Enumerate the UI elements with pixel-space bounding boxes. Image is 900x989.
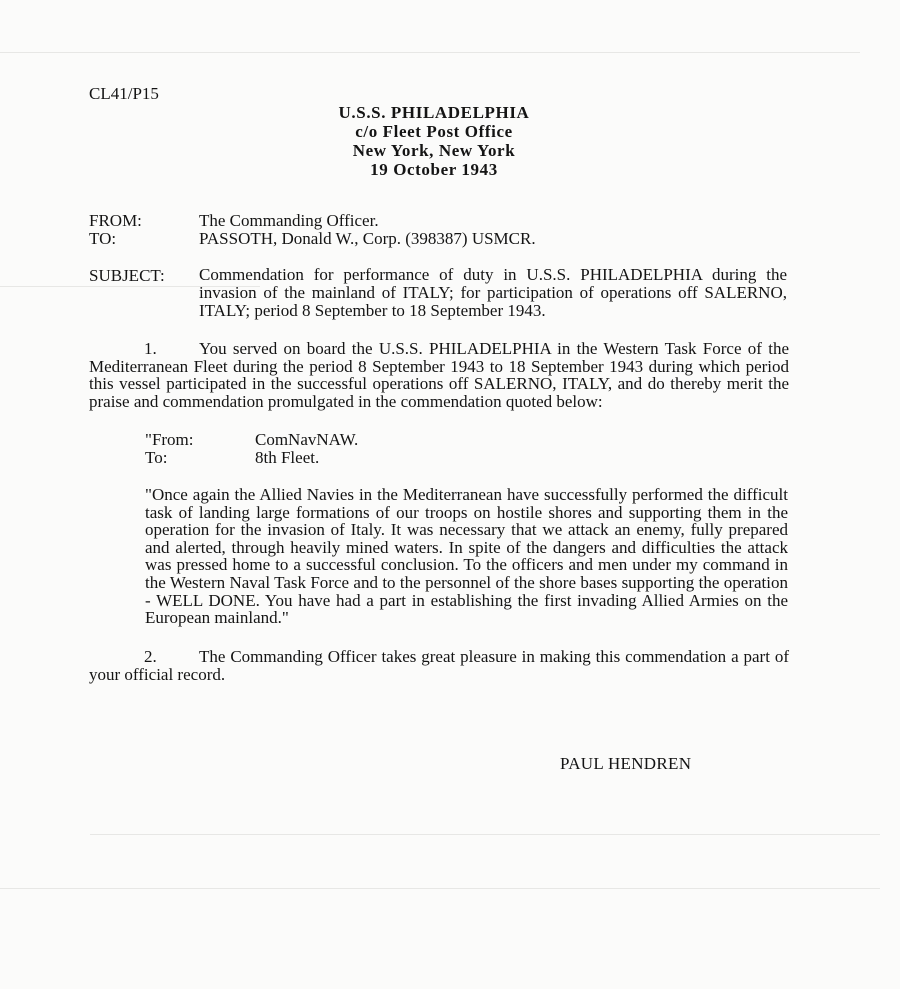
from-value: The Commanding Officer. [199,211,379,230]
post-office: c/o Fleet Post Office [355,122,513,141]
paragraph-1-number: 1. [144,339,157,358]
letterhead [240,103,628,179]
subject-label: SUBJECT: [89,266,165,285]
to-label: TO: [89,229,117,248]
city: New York, New York [352,141,516,160]
scan-artifact-line [0,888,880,889]
ship-name: U.S.S. PHILADELPHIA [338,103,530,122]
scan-artifact-line [0,52,860,53]
quote-from-label: "From: [145,430,194,449]
subject-text: Commendation for performance of duty in U.S.S. PHILADELPHIA during the invasion of the mainland of ITALY; for participation of operations off SALERNO, ITALY; period 8 September to 18 September 1943. [199,265,787,320]
from-label: FROM: [89,211,142,230]
file-reference: CL41/P15 [89,84,159,103]
paragraph-2 [89,648,789,683]
letter-date: 19 October 1943 [370,160,498,179]
paragraph-1 [89,340,789,410]
quoted-commendation: "Once again the Allied Navies in the Mediterranean have successfully performed the difficult task of landing large formations of our troops on hostile shores and supporting them in the operation for the invasion of Italy. It was necessary that we attack an enemy, fully prepared and alerted, through heavily mined waters. In spite of the dangers and difficulties the attack was pressed home to a successful conclusion. To the officers and men under my command in the Western Naval Task Force and to the personnel of the shore bases supporting the operation - WELL DONE. You have had a part in establishing the first invading Allied Armies on the European mainland." [145,485,788,628]
quote-to-label: To: [145,448,168,467]
signature-name: PAUL HENDREN [560,754,692,773]
to-value: PASSOTH, Donald W., Corp. (398387) USMCR. [199,229,536,248]
scan-artifact-line [90,834,880,835]
paragraph-2-number: 2. [144,647,157,666]
paragraph-1-text: You served on board the U.S.S. PHILADELPHIA in the Western Task Force of the Mediterranean Fleet during the period 8 September 1943 to 18 September 1943 during which period this vessel participated in the successful operations off SALERNO, ITALY, and do thereby merit the praise and commendation promulgated in the commendation quoted below: [89,339,789,411]
quote-from-value: ComNavNAW. [255,430,359,449]
paragraph-2-text: The Commanding Officer takes great pleasure in making this commendation a part of your official record. [89,647,789,684]
quote-to-value: 8th Fleet. [255,448,320,467]
